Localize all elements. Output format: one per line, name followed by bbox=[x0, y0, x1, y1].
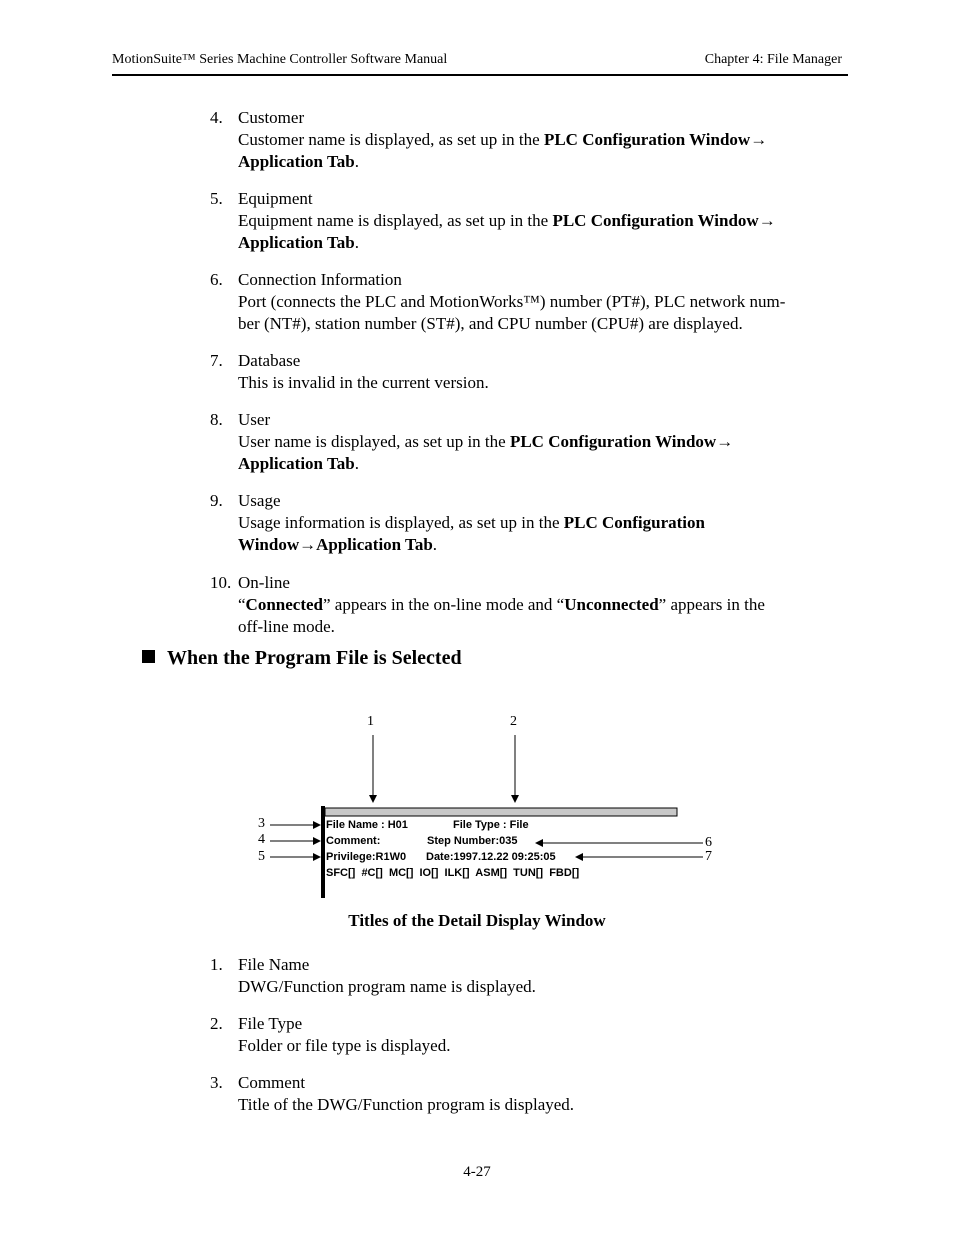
punctuation: . bbox=[354, 152, 359, 171]
callout-label: 3 bbox=[258, 816, 265, 831]
list-item-title: On-line bbox=[238, 573, 290, 592]
page-number: 4-27 bbox=[463, 1164, 491, 1180]
menu-path-bold: PLC Configuration Window→ bbox=[543, 130, 768, 149]
running-header-chapter: Chapter 4: File Manager bbox=[704, 52, 842, 67]
list-item bbox=[210, 107, 850, 173]
menu-path-bold: PLC Configuration Window→ bbox=[509, 432, 734, 451]
callout-label: 7 bbox=[705, 849, 712, 864]
quote-mark: “ bbox=[238, 595, 246, 614]
list-item-number: 6. bbox=[210, 270, 223, 289]
privilege-field: Privilege:R1W0 bbox=[326, 851, 407, 863]
list-item bbox=[210, 572, 850, 638]
list-item-title: Connection Information bbox=[238, 270, 402, 289]
callout-label: 4 bbox=[258, 832, 265, 847]
list-item-number: 8. bbox=[210, 410, 223, 429]
list-item bbox=[210, 490, 850, 556]
menu-path-bold: PLC Configuration bbox=[563, 513, 705, 532]
callout-label: 2 bbox=[510, 714, 517, 729]
list-item bbox=[210, 954, 850, 998]
list-item-text: Customer name is displayed, as set up in the bbox=[238, 130, 544, 149]
list-item-text: ” appears in the bbox=[658, 595, 765, 614]
list-item-number: 9. bbox=[210, 491, 223, 510]
punctuation: . bbox=[354, 233, 359, 252]
list-item bbox=[210, 1013, 850, 1057]
list-item-text: off-line mode. bbox=[238, 617, 335, 636]
table-flags-row: SFC[] #C[] MC[] IO[] ILK[] ASM[] TUN[] FBD[] bbox=[326, 867, 580, 879]
list-item-title: Usage bbox=[238, 491, 281, 510]
list-item-title: User bbox=[238, 410, 271, 429]
list-item bbox=[210, 409, 850, 475]
list-item-text: ber (NT#), station number (ST#), and CPU number (CPU#) are displayed. bbox=[238, 314, 743, 333]
section-heading-text: When the Program File is Selected bbox=[167, 647, 462, 669]
header-rule bbox=[112, 74, 848, 76]
menu-path-bold: PLC Configuration Window→ bbox=[552, 211, 776, 230]
comment-field: Comment: bbox=[326, 835, 381, 847]
figure-caption: Titles of the Detail Display Window bbox=[348, 911, 606, 930]
list-item-title: File Name bbox=[238, 955, 310, 974]
menu-path-bold: Application Tab bbox=[238, 152, 355, 171]
punctuation: . bbox=[432, 535, 438, 554]
menu-path-bold: Application Tab bbox=[238, 454, 355, 473]
status-term-bold: Connected bbox=[245, 595, 323, 614]
callout-label: 6 bbox=[705, 835, 712, 850]
list-item-number: 5. bbox=[210, 189, 223, 208]
list-item-text: User name is displayed, as set up in the bbox=[238, 432, 510, 451]
section-heading bbox=[142, 647, 462, 670]
list-item-text: Equipment name is displayed, as set up in the bbox=[238, 211, 553, 230]
list-item-text: Port (connects the PLC and MotionWorks™) number (PT#), PLC network num- bbox=[238, 292, 786, 311]
square-bullet-icon bbox=[142, 650, 155, 663]
list-item-title: Comment bbox=[238, 1073, 306, 1092]
list-item-text: This is invalid in the current version. bbox=[238, 373, 489, 392]
callout-label: 5 bbox=[258, 849, 265, 864]
list-item-text: ” appears in the on-line mode and “ bbox=[323, 595, 565, 614]
list-item-number: 3. bbox=[210, 1073, 223, 1092]
list-item bbox=[210, 269, 850, 335]
list-item-title: File Type bbox=[238, 1014, 303, 1033]
list-item bbox=[210, 188, 850, 254]
list-item bbox=[210, 1072, 850, 1116]
file-name-field: File Name : H01 bbox=[326, 819, 408, 831]
menu-path-bold: Window→Application Tab bbox=[238, 535, 433, 554]
list-item-text: Title of the DWG/Function program is displayed. bbox=[238, 1095, 575, 1114]
callout-label: 1 bbox=[367, 714, 374, 729]
window-title-bar bbox=[325, 808, 677, 816]
list-item-number: 1. bbox=[210, 955, 223, 974]
list-item-number: 2. bbox=[210, 1014, 223, 1033]
punctuation: . bbox=[354, 454, 359, 473]
running-header-title: MotionSuite™ Series Machine Controller Software Manual bbox=[112, 52, 448, 67]
status-term-bold: Unconnected bbox=[564, 595, 659, 614]
step-number-field: Step Number:035 bbox=[427, 835, 518, 847]
list-item-number: 10. bbox=[210, 573, 232, 592]
list-item bbox=[210, 350, 850, 394]
list-item-text: DWG/Function program name is displayed. bbox=[238, 977, 536, 996]
list-item-text: Folder or file type is displayed. bbox=[238, 1036, 451, 1055]
date-field: Date:1997.12.22 09:25:05 bbox=[426, 851, 556, 863]
list-item-number: 4. bbox=[210, 108, 223, 127]
window-left-border bbox=[321, 806, 325, 898]
menu-path-bold: Application Tab bbox=[238, 233, 355, 252]
list-item-title: Customer bbox=[238, 108, 305, 127]
list-item-title: Equipment bbox=[238, 189, 313, 208]
file-type-field: File Type : File bbox=[453, 819, 529, 831]
list-item-number: 7. bbox=[210, 351, 223, 370]
list-item-text: Usage information is displayed, as set up in the bbox=[238, 513, 564, 532]
list-item-title: Database bbox=[238, 351, 301, 370]
